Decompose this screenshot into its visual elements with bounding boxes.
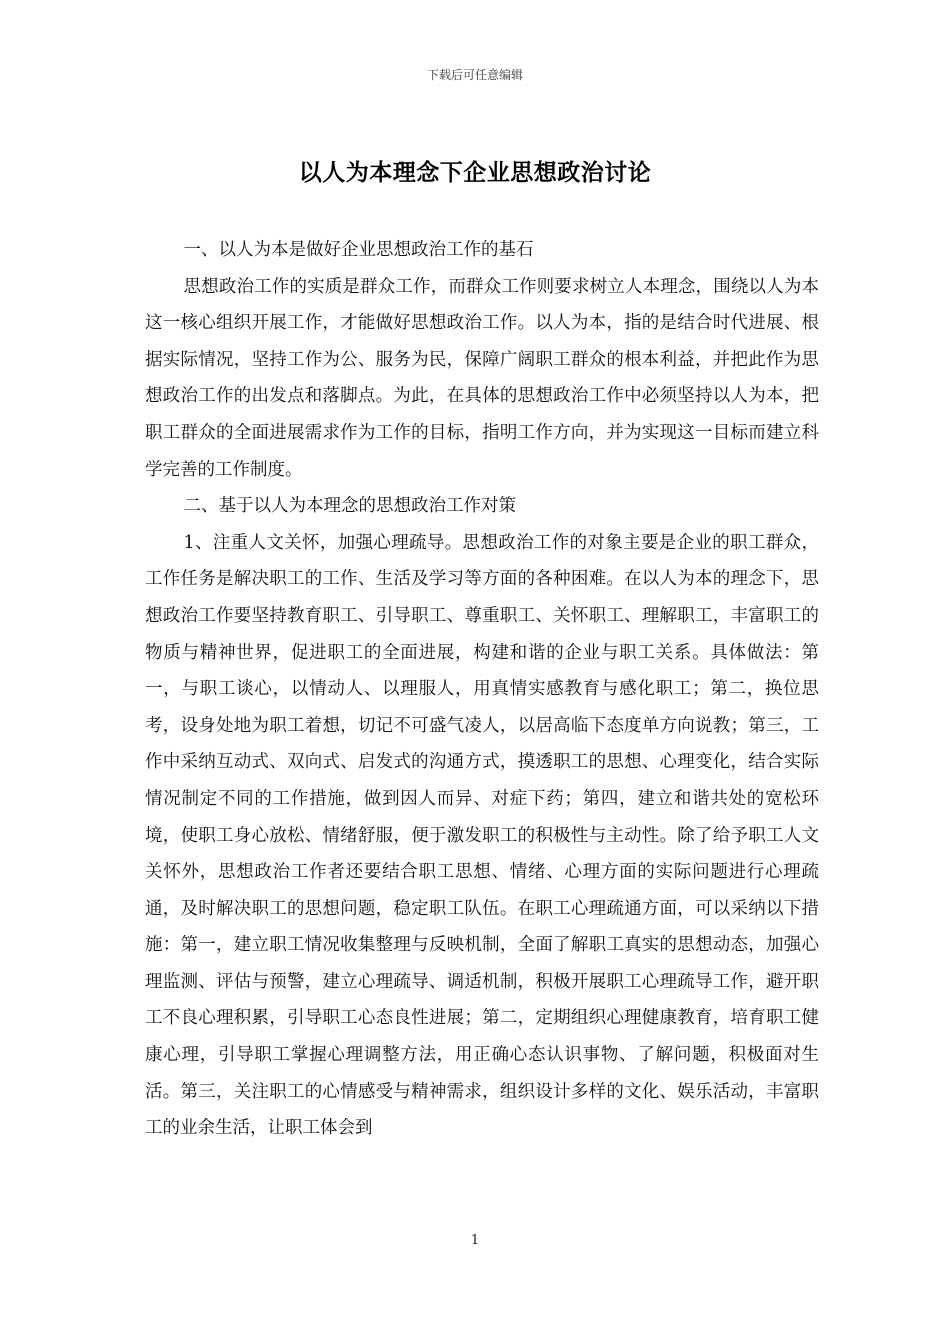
page-number: 1	[470, 1233, 480, 1248]
document-body	[145, 232, 819, 1147]
paragraph-2: 1、注重人文关怀，加强心理疏导。思想政治工作的对象主要是企业的职工群众，工作任务是解决职工的工作、生活及学习等方面的各种困难。在以人为本的理念下，思想政治工作要坚持教育职工、引导职工、尊重职工、关怀职工、理解职工，丰富职工的物质与精神世界，促进职工的全面进展，构建和谐的企业与职工关系。具体做法：第一，与职工谈心，以情动人、以理服人，用真情实感教育与感化职工；第二，换位思考，设身处地为职工着想，切记不可盛气凌人，以居高临下态度单方向说教；第三，工作中采纳互动式、双向式、启发式的沟通方式，摸透职工的思想、心理变化，结合实际情况制定不同的工作措施，做到因人而异、对症下药；第四，建立和谐共处的宽松环境，使职工身心放松、情绪舒服，便于激发职工的积极性与主动性。除了给予职工人文关怀外，思想政治工作者还要结合职工思想、情绪、心理方面的实际问题进行心理疏通，及时解决职工的思想问题，稳定职工队伍。在职工心理疏通方面，可以采纳以下措施：第一，建立职工情况收集整理与反映机制，全面了解职工真实的思想动态，加强心理监测、评估与预警，建立心理疏导、调适机制，积极开展职工心理疏导工作，避开职工不良心理积累，引导职工心态良性进展；第二，定期组织心理健康教育，培育职工健康心理，引导职工掌握心理调整方法，用正确心态认识事物、了解问题，积极面对生活。第三，关注职工的心情感受与精神需求，组织设计多样的文化、娱乐活动，丰富职工的业余生活，让职工体会到	[145, 532, 819, 1139]
page-header-note: 下载后可任意编辑	[426, 68, 523, 82]
paragraph-1: 思想政治工作的实质是群众工作，而群众工作则要求树立人本理念，围绕以人为本这一核心组织开展工作，才能做好思想政治工作。以人为本，指的是结合时代进展、根据实际情况，坚持工作为公、服务为民，保障广阔职工群众的根本利益，并把此作为思想政治工作的出发点和落脚点。为此，在具体的思想政治工作中必须坚持以人为本，把职工群众的全面进展需求作为工作的目标，指明工作方向，并为实现这一目标而建立科学完善的工作制度。	[145, 276, 819, 480]
document-title: 以人为本理念下企业思想政治讨论	[298, 160, 652, 186]
section-heading-1: 一、以人为本是做好企业思想政治工作的基石	[183, 240, 534, 260]
section-heading-2: 二、基于以人为本理念的思想政治工作对策	[183, 496, 516, 517]
